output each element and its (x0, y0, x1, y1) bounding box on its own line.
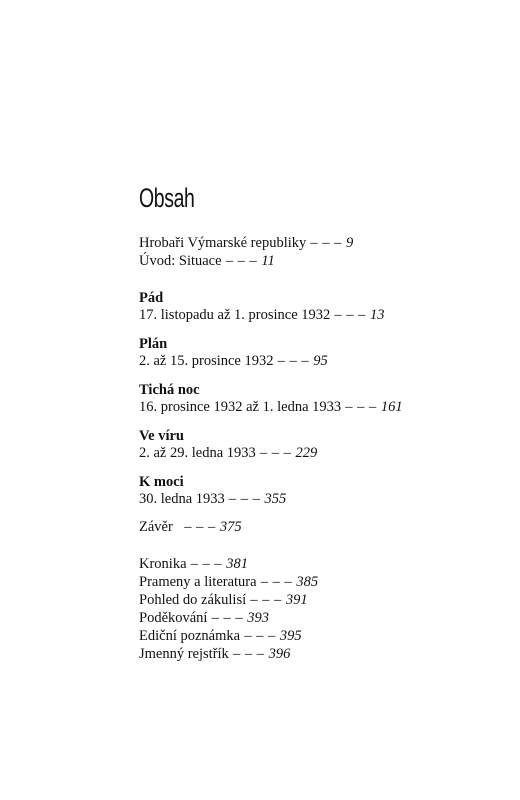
entry-page: 9 (346, 235, 354, 251)
toc-entry (139, 490, 286, 508)
entry-page: 13 (370, 307, 385, 323)
toc-entry (139, 398, 403, 416)
entry-title: 17. listopadu až 1. prosince 1932 (139, 307, 331, 323)
toc-entry (139, 645, 290, 663)
entry-separator: – – – (255, 445, 296, 461)
entry-separator: – – – (273, 353, 314, 369)
entry-title: 2. až 15. prosince 1932 (139, 353, 274, 369)
entry-page: 161 (380, 399, 403, 415)
part-heading: Ve víru (139, 428, 184, 444)
entry-page: 393 (247, 610, 269, 626)
toc-entry (139, 591, 308, 609)
entry-separator: – – – (207, 610, 248, 626)
entry-separator: – – – (186, 556, 227, 572)
entry-title: 30. ledna 1933 (139, 491, 225, 507)
entry-separator: – – – (224, 491, 265, 507)
entry-page: 396 (268, 646, 291, 662)
entry-title: 2. až 29. ledna 1933 (139, 445, 256, 461)
entry-title: Úvod: Situace (139, 253, 222, 269)
toc-entry (139, 444, 317, 462)
toc-entry (139, 352, 328, 370)
entry-page: 391 (285, 592, 308, 608)
entry-title: Kronika (139, 556, 187, 572)
entry-separator: – – – (306, 235, 346, 251)
part-heading: Plán (139, 336, 168, 352)
entry-page: 229 (295, 445, 318, 461)
entry-page: 385 (296, 574, 319, 590)
toc-entry (139, 234, 353, 252)
entry-title: Jmenný rejstřík (139, 646, 229, 662)
entry-page: 395 (279, 628, 302, 644)
entry-page: 95 (313, 353, 328, 369)
entry-title: 16. prosince 1932 až 1. ledna 1933 (139, 399, 342, 415)
entry-page: 11 (261, 253, 275, 269)
page-title: Obsah (139, 183, 195, 213)
entry-title: Poděkování (139, 610, 208, 626)
entry-title: Prameny a literatura (139, 574, 257, 590)
entry-page: 355 (264, 491, 287, 507)
entry-title: Pohled do zákulisí (139, 592, 247, 608)
entry-title: Závěr (139, 519, 173, 535)
toc-entry (139, 555, 248, 573)
entry-separator: – – – (330, 307, 371, 323)
part-heading: K moci (139, 474, 184, 490)
entry-separator: – – – (240, 628, 280, 644)
entry-separator: – – – (256, 574, 297, 590)
entry-page: 375 (219, 519, 242, 535)
entry-separator: – – – (341, 399, 381, 415)
part-heading: Tichá noc (139, 382, 200, 398)
toc-entry (139, 609, 269, 627)
toc-entry (139, 573, 318, 591)
entry-page: 381 (226, 556, 249, 572)
entry-title: Ediční poznámka (139, 628, 241, 644)
toc-entry (139, 518, 242, 536)
toc-entry (139, 627, 302, 645)
toc-entry (139, 306, 385, 324)
entry-separator: – – – (221, 253, 262, 269)
part-heading: Pád (139, 290, 164, 306)
entry-separator: – – – (246, 592, 286, 608)
entry-separator: – – – (180, 519, 220, 535)
entry-separator: – – – (228, 646, 269, 662)
entry-title: Hrobaři Výmarské republiky (139, 235, 307, 251)
toc-entry (139, 252, 275, 270)
